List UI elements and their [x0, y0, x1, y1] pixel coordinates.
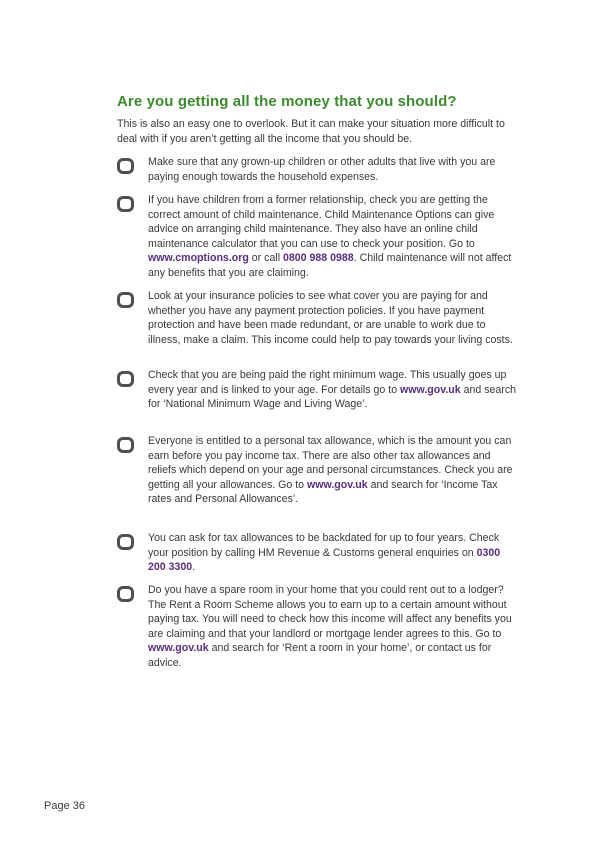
cmoptions-link[interactable]: www.cmoptions.org [148, 252, 249, 265]
checklist-item [117, 434, 517, 507]
gov-uk-link[interactable]: www.gov.uk [148, 642, 209, 655]
child-maintenance-phone[interactable]: 0800 988 0988 [283, 252, 354, 265]
checklist-item-text: Make sure that any grown-up children or other adults that live with you are paying enough towards the household expenses. [148, 156, 496, 183]
section-heading: Are you getting all the money that you should? [117, 93, 457, 110]
checklist-item [117, 368, 517, 412]
intro-paragraph: This is also an easy one to overlook. But it can make your situation more difficult to deal with if you aren’t getting all the income that you should be. [117, 118, 505, 145]
checklist-item-text: If you have children from a former relationship, check you are getting the correct amount of child maintenance. Child Maintenance Options can give advice on arranging child maintenance. They also have an online child maintenance calculator that you can use to check your position. Go to www.cmoptions.org or call 0800 988 0988. Child maintenance will not affect any benefits that you are claiming. [148, 194, 512, 279]
checklist-item [117, 531, 517, 575]
checklist-item-text: Check that you are being paid the right minimum wage. This usually goes up every year and is linked to your age. For details go to www.gov.uk and search for ‘National Minimum Wage and Living Wage’. [148, 369, 517, 411]
checklist-item [117, 289, 517, 347]
checklist-item [117, 193, 517, 281]
checkbox-icon[interactable] [117, 196, 134, 212]
checkbox-icon[interactable] [117, 292, 134, 308]
checkbox-icon[interactable] [117, 586, 134, 602]
gov-uk-link[interactable]: www.gov.uk [307, 478, 368, 491]
checklist-item-text: Do you have a spare room in your home that you could rent out to a lodger? The Rent a Room Scheme allows you to earn up to a certain amount without paying tax. You will need to check how this income will affect any benefits you are claiming and that your landlord or mortgage lender agrees to this. Go to www.gov.uk and search for ‘Rent a room in your home’, or contact us for advice. [148, 584, 512, 669]
checklist-item-text: You can ask for tax allowances to be backdated for up to four years. Check your position by calling HM Revenue & Customs general enquiries on 0300 200 3300. [148, 532, 501, 574]
checkbox-icon[interactable] [117, 534, 134, 550]
checkbox-icon[interactable] [117, 158, 134, 174]
checkbox-icon[interactable] [117, 371, 134, 387]
gov-uk-link[interactable]: www.gov.uk [400, 383, 461, 396]
hmrc-phone[interactable]: 0300 200 3300 [148, 546, 501, 574]
checklist-item [117, 155, 517, 184]
checklist-item-text: Everyone is entitled to a personal tax allowance, which is the amount you can earn before you pay income tax. There are also other tax allowances and reliefs which depend on your age and personal circumstances. Check you are getting all your allowances. Go to www.gov.uk and search for ‘Income Tax rates and Personal Allowances’. [148, 435, 513, 506]
checklist-item-text: Look at your insurance policies to see what cover you are paying for and whether you have any payment protection policies. If you have payment protection and have been made redundant, or are unable to work due to illness, make a claim. This income could help to pay towards your living costs. [148, 290, 513, 346]
checkbox-icon[interactable] [117, 437, 134, 453]
page-number: Page 36 [44, 800, 85, 812]
checklist-item [117, 583, 517, 671]
